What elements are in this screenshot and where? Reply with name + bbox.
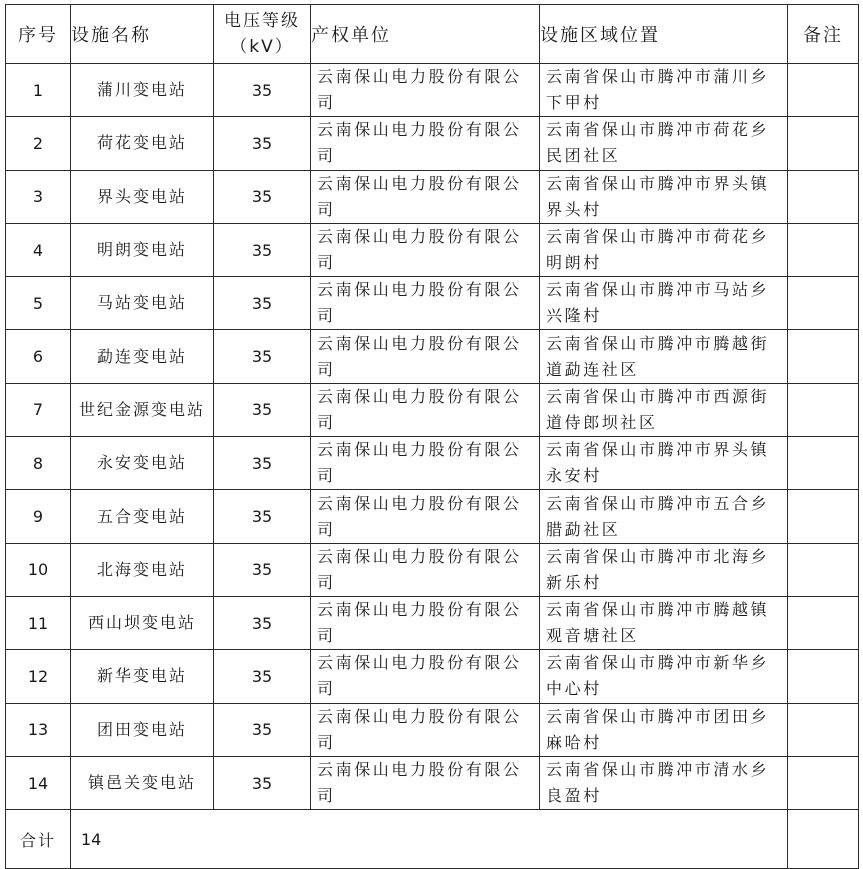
remark — [788, 64, 859, 117]
table-row — [6, 650, 859, 703]
voltage-level: 35 — [214, 330, 311, 383]
voltage-level: 35 — [214, 223, 311, 276]
remark — [788, 703, 859, 756]
owner-unit: 云南保山电力股份有限公司 — [311, 277, 540, 330]
facility-location: 云南省保山市腾冲市马站乡兴隆村 — [540, 277, 788, 330]
facility-name: 团田变电站 — [71, 703, 214, 756]
facility-location: 云南省保山市腾冲市界头镇永安村 — [540, 437, 788, 490]
table-row — [6, 490, 859, 543]
voltage-level: 35 — [214, 490, 311, 543]
row-number: 6 — [6, 330, 71, 383]
facility-name: 新华变电站 — [71, 650, 214, 703]
owner-unit: 云南保山电力股份有限公司 — [311, 330, 540, 383]
voltage-level: 35 — [214, 703, 311, 756]
total-label: 合计 — [6, 810, 71, 869]
owner-unit: 云南保山电力股份有限公司 — [311, 383, 540, 436]
header-owner: 产权单位 — [311, 5, 540, 64]
remark — [788, 596, 859, 649]
facility-location: 云南省保山市腾冲市腾越街道勐连社区 — [540, 330, 788, 383]
row-number: 5 — [6, 277, 71, 330]
remark — [788, 437, 859, 490]
voltage-level: 35 — [214, 170, 311, 223]
header-name: 设施名称 — [71, 5, 214, 64]
facility-location: 云南省保山市腾冲市荷花乡民团社区 — [540, 117, 788, 170]
owner-unit: 云南保山电力股份有限公司 — [311, 490, 540, 543]
facility-name: 五合变电站 — [71, 490, 214, 543]
facility-name: 世纪金源变电站 — [71, 383, 214, 436]
table-row — [6, 117, 859, 170]
facility-location: 云南省保山市腾冲市北海乡新乐村 — [540, 543, 788, 596]
table-row — [6, 223, 859, 276]
voltage-level: 35 — [214, 383, 311, 436]
facility-name: 镇邑关变电站 — [71, 756, 214, 809]
owner-unit: 云南保山电力股份有限公司 — [311, 543, 540, 596]
facility-location: 云南省保山市腾冲市团田乡麻哈村 — [540, 703, 788, 756]
facility-location: 云南省保山市腾冲市清水乡良盈村 — [540, 756, 788, 809]
voltage-level: 35 — [214, 650, 311, 703]
facility-location: 云南省保山市腾冲市荷花乡明朗村 — [540, 223, 788, 276]
remark — [788, 543, 859, 596]
facility-name: 界头变电站 — [71, 170, 214, 223]
voltage-level: 35 — [214, 117, 311, 170]
table-row — [6, 277, 859, 330]
total-row — [6, 810, 859, 869]
row-number: 1 — [6, 64, 71, 117]
owner-unit: 云南保山电力股份有限公司 — [311, 437, 540, 490]
total-note — [788, 810, 859, 869]
row-number: 7 — [6, 383, 71, 436]
table-row — [6, 330, 859, 383]
header-no: 序号 — [6, 5, 71, 64]
facility-name: 荷花变电站 — [71, 117, 214, 170]
voltage-level: 35 — [214, 277, 311, 330]
table-row — [6, 596, 859, 649]
facility-name: 明朗变电站 — [71, 223, 214, 276]
owner-unit: 云南保山电力股份有限公司 — [311, 64, 540, 117]
row-number: 11 — [6, 596, 71, 649]
remark — [788, 490, 859, 543]
row-number: 12 — [6, 650, 71, 703]
owner-unit: 云南保山电力股份有限公司 — [311, 756, 540, 809]
facility-location: 云南省保山市腾冲市蒲川乡下甲村 — [540, 64, 788, 117]
total-value: 14 — [71, 810, 788, 869]
remark — [788, 756, 859, 809]
owner-unit: 云南保山电力股份有限公司 — [311, 650, 540, 703]
header-location: 设施区域位置 — [540, 5, 788, 64]
table-row — [6, 383, 859, 436]
remark — [788, 383, 859, 436]
remark — [788, 650, 859, 703]
row-number: 9 — [6, 490, 71, 543]
voltage-level: 35 — [214, 64, 311, 117]
facility-location: 云南省保山市腾冲市界头镇界头村 — [540, 170, 788, 223]
owner-unit: 云南保山电力股份有限公司 — [311, 223, 540, 276]
facilities-table — [5, 4, 859, 869]
facility-name: 西山坝变电站 — [71, 596, 214, 649]
row-number: 8 — [6, 437, 71, 490]
remark — [788, 170, 859, 223]
facility-name: 勐连变电站 — [71, 330, 214, 383]
table-row — [6, 703, 859, 756]
owner-unit: 云南保山电力股份有限公司 — [311, 117, 540, 170]
row-number: 14 — [6, 756, 71, 809]
facility-location: 云南省保山市腾冲市新华乡中心村 — [540, 650, 788, 703]
remark — [788, 330, 859, 383]
voltage-level: 35 — [214, 596, 311, 649]
header-row — [6, 5, 859, 64]
remark — [788, 223, 859, 276]
remark — [788, 277, 859, 330]
row-number: 2 — [6, 117, 71, 170]
row-number: 10 — [6, 543, 71, 596]
facility-name: 蒲川变电站 — [71, 64, 214, 117]
row-number: 4 — [6, 223, 71, 276]
facility-name: 马站变电站 — [71, 277, 214, 330]
table-row — [6, 543, 859, 596]
voltage-level: 35 — [214, 437, 311, 490]
row-number: 3 — [6, 170, 71, 223]
owner-unit: 云南保山电力股份有限公司 — [311, 596, 540, 649]
row-number: 13 — [6, 703, 71, 756]
facility-name: 永安变电站 — [71, 437, 214, 490]
facility-location: 云南省保山市腾冲市腾越镇观音塘社区 — [540, 596, 788, 649]
owner-unit: 云南保山电力股份有限公司 — [311, 703, 540, 756]
header-voltage: 电压等级（kV） — [214, 5, 311, 64]
table-row — [6, 756, 859, 809]
table-row — [6, 437, 859, 490]
remark — [788, 117, 859, 170]
table-body — [6, 64, 859, 810]
facility-name: 北海变电站 — [71, 543, 214, 596]
voltage-level: 35 — [214, 756, 311, 809]
table-row — [6, 64, 859, 117]
voltage-level: 35 — [214, 543, 311, 596]
header-note: 备注 — [788, 5, 859, 64]
facility-location: 云南省保山市腾冲市西源街道侍郎坝社区 — [540, 383, 788, 436]
table-row — [6, 170, 859, 223]
facility-location: 云南省保山市腾冲市五合乡腊勐社区 — [540, 490, 788, 543]
owner-unit: 云南保山电力股份有限公司 — [311, 170, 540, 223]
